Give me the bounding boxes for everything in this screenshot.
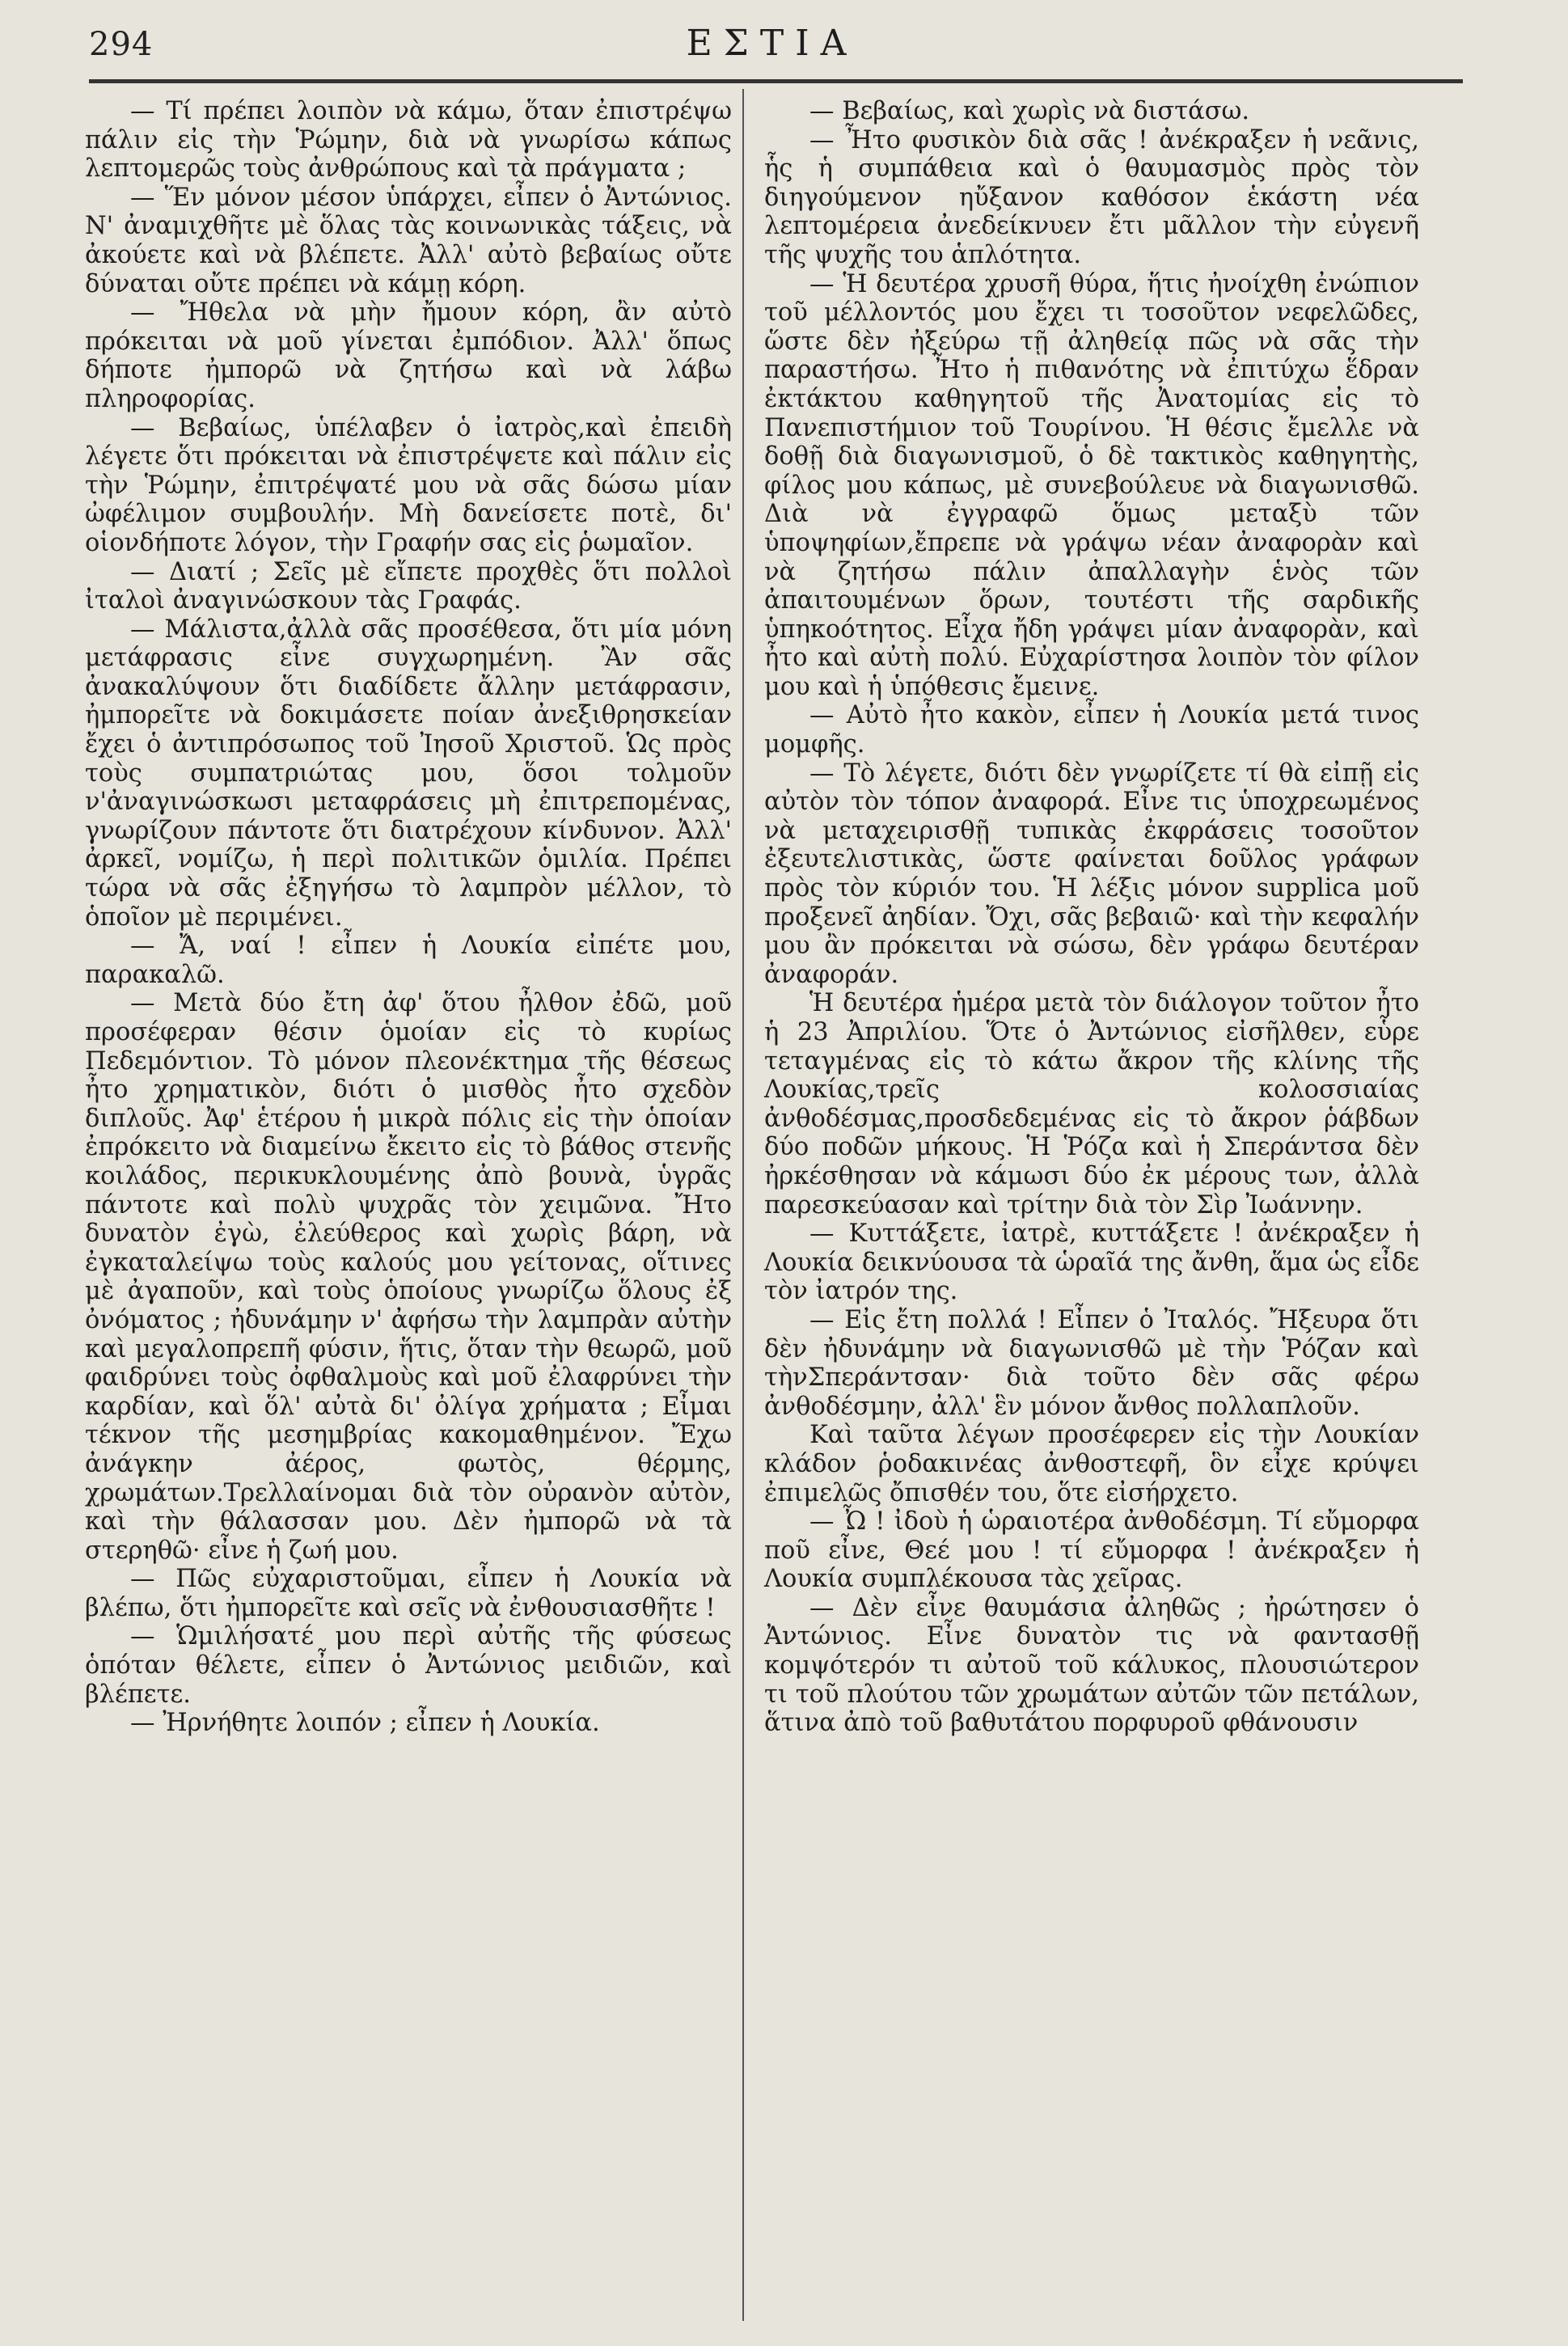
paragraph: — Ἠρνήθητε λοιπόν ; εἶπεν ἡ Λουκία. <box>130 1709 600 1738</box>
paragraph: — Ἤθελα νὰ μὴν ἤμουν κόρη, ἂν αὐτὸ πρόκειται νὰ μοῦ γίνεται ἐμπόδιον. Ἀλλ' ὅπως δήποτε ἠμπορῶ νὰ ζητήσω καὶ νὰ λάβω πληροφορίας. <box>85 298 732 413</box>
page-header <box>81 15 1463 71</box>
paragraph: — Βεβαίως, καὶ χωρὶς νὰ διστάσω. <box>809 97 1250 125</box>
paragraph: — Ἄ, ναί ! εἶπεν ἡ Λουκία εἰπέτε μου, παρακαλῶ. <box>85 932 732 989</box>
journal-title: ΕΣΤΙΑ <box>686 23 858 64</box>
paragraph: — Βεβαίως, ὑπέλαβεν ὁ ἰατρὸς,καὶ ἐπειδὴ λέγετε ὅτι πρόκειται νὰ ἐπιστρέψετε καὶ πάλιν εἰς τὴν Ῥώμην, ἐπιτρέψατέ μου νὰ σᾶς δώσω μίαν ὠφέλιμον συμβουλήν. Μὴ δανείσετε ποτὲ, δι' οἱονδήποτε λόγον, τὴν Γραφήν σας εἰς ῥωμαῖον. <box>85 413 732 557</box>
paragraph: — Μάλιστα,ἀλλὰ σᾶς προσέθεσα, ὅτι μία μόνη μετάφρασις εἶνε συγχωρημένη. Ἂν σᾶς ἀνακαλύψουν ὅτι διαδίδετε ἄλλην μετάφρασιν, ἠμπορεῖτε νὰ δοκιμάσετε ποίαν ἀνεξιθρησκείαν ἔχει ὁ ἀντιπρόσωπος τοῦ Ἰησοῦ Χριστοῦ. Ὡς πρὸς τοὺς συμπατριώτας μου, ὅσοι τολμοῦν ν'ἀναγινώσκωσι μεταφράσεις μὴ ἐπιτρεπομένας, γνωρίζουν πάντοτε ὅτι διατρέχουν κίνδυνον. Ἀλλ' ἀρκεῖ, νομίζω, ἡ περὶ πολιτικῶν ὁμιλία. Πρέπει τώρα νὰ σᾶς ἐξηγήσω τὸ λαμπρὸν μέλλον, τὸ ὁποῖον μὲ περιμένει. <box>85 615 732 932</box>
paragraph: — Κυττάξετε, ἰατρὲ, κυττάξετε ! ἀνέκραξεν ἡ Λουκία δεικνύουσα τὰ ὡραῖά της ἄνθη, ἅμα ὡς εἶδε τὸν ἰατρόν της. <box>764 1219 1419 1306</box>
paragraph: — Ἕν μόνον μέσον ὑπάρχει, εἶπεν ὁ Ἀντώνιος. Ν' ἀναμιχθῆτε μὲ ὅλας τὰς κοινωνικὰς τάξεις, νὰ ἀκούετε καὶ νὰ βλέπετε. Ἀλλ' αὐτὸ βεβαίως οὔτε δύναται οὔτε πρέπει νὰ κάμῃ κόρη. <box>85 183 732 298</box>
left-column <box>85 97 732 1738</box>
header-rule <box>89 79 1463 83</box>
paragraph: — Πῶς εὐχαριστοῦμαι, εἶπεν ἡ Λουκία νὰ βλέπω, ὅτι ἠμπορεῖτε καὶ σεῖς νὰ ἐνθουσιασθῆτε ! <box>85 1565 732 1622</box>
paragraph: — Αὐτὸ ἦτο κακὸν, εἶπεν ἡ Λουκία μετά τινος μομφῆς. <box>764 701 1419 759</box>
paragraph: — Τί πρέπει λοιπὸν νὰ κάμω, ὅταν ἐπιστρέψω πάλιν εἰς τὴν Ῥώμην, διὰ νὰ γνωρίσω κάπως λεπτομερῶς τοὺς ἀνθρώπους καὶ τὰ πράγματα ; <box>85 97 732 184</box>
paragraph: — Εἰς ἔτη πολλά ! Εἶπεν ὁ Ἰταλός. Ἤξευρα ὅτι δὲν ἠδυνάμην νὰ διαγωνισθῶ μὲ τὴν Ῥόζαν καὶ τὴνΣπεράντσαν· διὰ τοῦτο δὲν σᾶς φέρω ἀνθοδέσμην, ἀλλ' ἓν μόνον ἄνθος πολλαπλοῦν. <box>764 1305 1419 1421</box>
paragraph: Καὶ ταῦτα λέγων προσέφερεν εἰς τὴν Λουκίαν κλάδον ῥοδακινέας ἀνθοστεφῆ, ὃν εἶχε κρύψει ἐπιμελῶς ὄπισθέν του, ὅτε εἰσήρχετο. <box>764 1421 1419 1507</box>
paragraph: — Ὡμιλήσατέ μου περὶ αὐτῆς τῆς φύσεως ὁπόταν θέλετε, εἶπεν ὁ Ἀντώνιος μειδιῶν, καὶ βλέπετε. <box>85 1622 732 1709</box>
paragraph: — Ἡ δευτέρα χρυσῆ θύρα, ἥτις ἠνοίχθη ἐνώπιον τοῦ μέλλοντός μου ἔχει τι τοσοῦτον νεφελῶδες, ὥστε δὲν ἠξεύρω τῇ ἀληθείᾳ πῶς νὰ σᾶς τὴν παραστήσω. Ἦτο ἡ πιθανότης νὰ ἐπιτύχω ἕδραν ἐκτάκτου καθηγητοῦ τῆς Ἀνατομίας εἰς τὸ Πανεπιστήμιον τοῦ Τουρίνου. Ἡ θέσις ἔμελλε νὰ δοθῇ διὰ διαγωνισμοῦ, ὁ δὲ τακτικὸς καθηγητὴς, φίλος μου κάπως, μὲ συνεβούλευε νὰ διαγωνισθῶ. Διὰ νὰ ἐγγραφῶ ὅμως μεταξὺ τῶν ὑποψηφίων,ἔπρεπε νὰ γράψω νέαν ἀναφορὰν καὶ νὰ ζητήσω πάλιν ἀπαλλαγὴν ἑνὸς τῶν ἀπαιτουμένων ὅρων, τουτέστι τῆς σαρδικῆς ὑπηκοότητος. Εἶχα ἤδη γράψει μίαν ἀναφορὰν, καὶ ἦτο καὶ αὐτὴ πολύ. Εὐχαρίστησα λοιπὸν τὸν φίλον μου καὶ ἡ ὑπόθεσις ἔμεινε. <box>764 269 1419 701</box>
paragraph: — Ἦτο φυσικὸν διὰ σᾶς ! ἀνέκραξεν ἡ νεᾶνις, ἧς ἡ συμπάθεια καὶ ὁ θαυμασμὸς πρὸς τὸν διηγούμενον ηὔξανον καθόσον ἑκάστη νέα λεπτομέρεια ἀνεδείκνυεν ἔτι μᾶλλον τὴν εὐγενῆ τῆς ψυχῆς του ἁπλότητα. <box>764 125 1419 269</box>
page-number: 294 <box>89 26 154 63</box>
column-divider <box>742 89 744 2321</box>
paragraph: Ἡ δευτέρα ἡμέρα μετὰ τὸν διάλογον τοῦτον ἦτο ἡ 23 Ἀπριλίου. Ὅτε ὁ Ἀντώνιος εἰσῆλθεν, εὗρε τεταγμένας εἰς τὸ κάτω ἄκρον τῆς κλίνης τῆς Λουκίας,τρεῖς κολοσσιαίας ἀνθοδέσμας,προσδεδεμένας εἰς τὸ ἄκρον ῥάβδων δύο ποδῶν μήκους. Ἡ Ῥόζα καὶ ἡ Σπεράντσα δὲν ἠρκέσθησαν νὰ κάμωσι δύο ἐκ μέρους των, ἀλλὰ παρεσκεύασαν καὶ τρίτην διὰ τὸν Σὶρ Ἰωάννην. <box>764 989 1419 1219</box>
paragraph: — Ὦ ! ἰδοὺ ἡ ὡραιοτέρα ἀνθοδέσμη. Τί εὔμορφα ποῦ εἶνε, Θεέ μου ! τί εὔμορφα ! ἀνέκραξεν ἡ Λουκία συμπλέκουσα τὰς χεῖρας. <box>764 1507 1419 1594</box>
paragraph: — Διατί ; Σεῖς μὲ εἴπετε προχθὲς ὅτι πολλοὶ ἰταλοὶ ἀναγινώσκουν τὰς Γραφάς. <box>85 557 732 615</box>
paragraph: — Μετὰ δύο ἔτη ἀφ' ὅτου ἦλθον ἐδῶ, μοῦ προσέφεραν θέσιν ὁμοίαν εἰς τὸ κυρίως Πεδεμόντιον. Τὸ μόνον πλεονέκτημα τῆς θέσεως ἦτο χρηματικὸν, διότι ὁ μισθὸς ἦτο σχεδὸν διπλοῦς. Ἀφ' ἑτέρου ἡ μικρὰ πόλις εἰς τὴν ὁποίαν ἐπρόκειτο νὰ διαμείνω ἔκειτο εἰς τὸ βάθος στενῆς κοιλάδος, περικυκλουμένης ἀπὸ βουνὰ, ὑγρᾶς πάντοτε καὶ πολὺ ψυχρᾶς τὸν χειμῶνα. Ἤτο δυνατὸν ἐγὼ, ἐλεύθερος καὶ χωρὶς βάρη, νὰ ἐγκαταλείψω τοὺς καλούς μου γείτονας, οἵτινες μὲ ἀγαποῦν, καὶ τοὺς ὁποίους γνωρίζω ὅλους ἐξ ὀνόματος ; ἠδυνάμην ν' ἀφήσω τὴν λαμπρὰν αὐτὴν καὶ μεγαλοπρεπῆ φύσιν, ἥτις, ὅταν τὴν θεωρῶ, μοῦ φαιδρύνει τοὺς ὀφθαλμοὺς καὶ μοῦ ἐλαφρύνει τὴν καρδίαν, καὶ ὅλ' αὐτὰ δι' ὀλίγα χρήματα ; Εἶμαι τέκνον τῆς μεσημβρίας κακομαθημένον. Ἔχω ἀνάγκην ἀέρος, φωτὸς, θέρμης, χρωμάτων.Τρελλαίνομαι διὰ τὸν οὐρανὸν αὐτὸν, καὶ τὴν θάλασσαν μου. Δὲν ἠμπορῶ νὰ τὰ στερηθῶ· εἶνε ἡ ζωή μου. <box>85 989 732 1565</box>
right-column <box>764 97 1419 1738</box>
paragraph: — Τὸ λέγετε, διότι δὲν γνωρίζετε τί θὰ εἰπῇ εἰς αὐτὸν τὸν τόπον ἀναφορά. Εἶνε τις ὑποχρεωμένος νὰ μεταχειρισθῇ τυπικὰς ἐκφράσεις τοσοῦτον ἐξευτελιστικὰς, ὥστε φαίνεται δοῦλος γράφων πρὸς τὸν κύριόν του. Ἡ λέξις μόνον supplica μοῦ προξενεῖ ἀηδίαν. Ὄχι, σᾶς βεβαιῶ· καὶ τὴν κεφαλήν μου ἂν πρόκειται νὰ σώσω, δὲν γράφω δευτέραν ἀναφοράν. <box>764 759 1419 989</box>
paragraph: — Δὲν εἶνε θαυμάσια ἀληθῶς ; ἠρώτησεν ὁ Ἀντώνιος. Εἶνε δυνατὸν τις νὰ φαντασθῇ κομψότερόν τι αὐτοῦ τοῦ κάλυκος, πλουσιώτερον τι τοῦ πλούτου τῶν χρωμάτων αὐτῶν τῶν πετάλων, ἅτινα ἀπὸ τοῦ βαθυτάτου πορφυροῦ φθάνουσιν <box>764 1593 1419 1738</box>
